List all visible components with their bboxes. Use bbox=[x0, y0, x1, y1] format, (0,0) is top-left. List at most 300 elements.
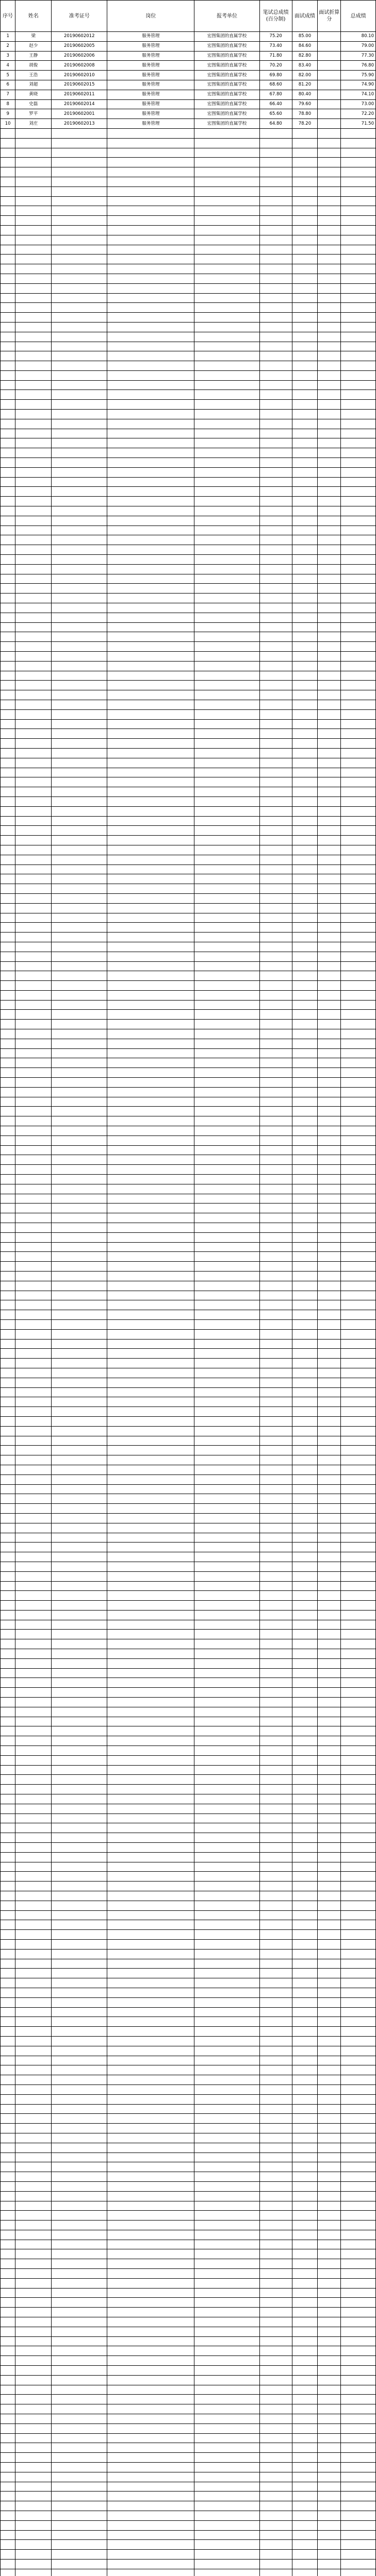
cell-total bbox=[341, 2036, 376, 2046]
cell-name bbox=[15, 1397, 52, 1407]
cell-ticket bbox=[52, 1359, 107, 1368]
cell-name bbox=[15, 206, 52, 216]
cell-interview bbox=[292, 1039, 318, 1048]
cell-converted bbox=[318, 564, 341, 574]
table-row bbox=[1, 1116, 376, 1126]
cell-written bbox=[259, 497, 292, 506]
cell-written: 68.60 bbox=[259, 80, 292, 90]
cell-converted bbox=[318, 1717, 341, 1726]
cell-ticket bbox=[52, 806, 107, 816]
cell-converted bbox=[318, 274, 341, 283]
cell-written bbox=[259, 574, 292, 584]
cell-written bbox=[259, 283, 292, 293]
cell-position: 服务管理 bbox=[107, 90, 194, 99]
cell-unit bbox=[194, 903, 259, 913]
cell-written bbox=[259, 961, 292, 971]
cell-ticket: 20190602001 bbox=[52, 109, 107, 119]
cell-position bbox=[107, 448, 194, 458]
cell-written bbox=[259, 933, 292, 942]
table-row bbox=[1, 642, 376, 652]
cell-unit bbox=[194, 467, 259, 477]
cell-position bbox=[107, 1591, 194, 1601]
cell-unit bbox=[194, 1262, 259, 1272]
cell-index bbox=[1, 2356, 15, 2366]
cell-interview bbox=[292, 2007, 318, 2017]
cell-written bbox=[259, 1717, 292, 1726]
cell-name bbox=[15, 1649, 52, 1659]
cell-written bbox=[259, 1707, 292, 1717]
cell-index bbox=[1, 526, 15, 535]
cell-name bbox=[15, 1484, 52, 1494]
cell-written bbox=[259, 410, 292, 419]
cell-position: 服务管理 bbox=[107, 80, 194, 90]
cell-converted bbox=[318, 361, 341, 371]
cell-name bbox=[15, 1300, 52, 1310]
cell-unit bbox=[194, 1194, 259, 1204]
cell-converted bbox=[318, 1145, 341, 1155]
cell-index bbox=[1, 1126, 15, 1136]
cell-ticket bbox=[52, 2221, 107, 2230]
cell-ticket bbox=[52, 836, 107, 845]
cell-unit bbox=[194, 225, 259, 235]
cell-converted bbox=[318, 1397, 341, 1407]
cell-name bbox=[15, 2463, 52, 2472]
cell-unit bbox=[194, 806, 259, 816]
cell-position bbox=[107, 1145, 194, 1155]
cell-written bbox=[259, 293, 292, 303]
cell-interview bbox=[292, 2385, 318, 2395]
cell-unit bbox=[194, 2084, 259, 2094]
cell-total bbox=[341, 477, 376, 487]
cell-converted bbox=[318, 2027, 341, 2037]
cell-position bbox=[107, 1736, 194, 1746]
cell-index bbox=[1, 671, 15, 681]
cell-written: 64.80 bbox=[259, 119, 292, 129]
cell-written bbox=[259, 2017, 292, 2027]
table-row bbox=[1, 2443, 376, 2453]
cell-ticket bbox=[52, 1029, 107, 1039]
cell-ticket bbox=[52, 1882, 107, 1891]
cell-interview bbox=[292, 2181, 318, 2191]
cell-ticket bbox=[52, 2492, 107, 2501]
cell-unit bbox=[194, 390, 259, 400]
cell-index bbox=[1, 1107, 15, 1116]
cell-index bbox=[1, 2453, 15, 2463]
cell-name bbox=[15, 594, 52, 603]
cell-index bbox=[1, 1020, 15, 1029]
cell-position bbox=[107, 342, 194, 351]
cell-ticket bbox=[52, 1930, 107, 1940]
cell-position bbox=[107, 2288, 194, 2298]
cell-converted bbox=[318, 1407, 341, 1417]
cell-written bbox=[259, 458, 292, 468]
cell-converted bbox=[318, 661, 341, 671]
cell-written bbox=[259, 1571, 292, 1581]
cell-index bbox=[1, 777, 15, 787]
cell-name bbox=[15, 235, 52, 245]
cell-name bbox=[15, 1039, 52, 1048]
cell-written bbox=[259, 2520, 292, 2530]
cell-unit bbox=[194, 2007, 259, 2017]
cell-total bbox=[341, 1000, 376, 1010]
cell-converted bbox=[318, 2559, 341, 2569]
cell-interview bbox=[292, 661, 318, 671]
cell-ticket bbox=[52, 2094, 107, 2104]
cell-ticket bbox=[52, 2308, 107, 2317]
cell-unit bbox=[194, 796, 259, 806]
cell-interview bbox=[292, 1000, 318, 1010]
table-row bbox=[1, 1717, 376, 1726]
cell-unit bbox=[194, 2463, 259, 2472]
cell-index bbox=[1, 196, 15, 206]
cell-total bbox=[341, 594, 376, 603]
cell-unit bbox=[194, 1475, 259, 1484]
cell-unit bbox=[194, 216, 259, 226]
cell-position bbox=[107, 2211, 194, 2221]
cell-total bbox=[341, 264, 376, 274]
cell-total bbox=[341, 2124, 376, 2133]
cell-index bbox=[1, 342, 15, 351]
cell-ticket bbox=[52, 1736, 107, 1746]
cell-written bbox=[259, 652, 292, 662]
cell-index bbox=[1, 2530, 15, 2540]
cell-ticket bbox=[52, 2181, 107, 2191]
cell-converted bbox=[318, 884, 341, 894]
cell-unit bbox=[194, 719, 259, 729]
cell-name bbox=[15, 661, 52, 671]
cell-converted bbox=[318, 332, 341, 342]
cell-total bbox=[341, 893, 376, 903]
cell-converted bbox=[318, 1175, 341, 1184]
cell-total bbox=[341, 1823, 376, 1833]
cell-ticket bbox=[52, 855, 107, 865]
cell-converted bbox=[318, 526, 341, 535]
cell-name bbox=[15, 477, 52, 487]
cell-position bbox=[107, 1155, 194, 1165]
cell-name bbox=[15, 1291, 52, 1300]
table-row bbox=[1, 1552, 376, 1562]
cell-index bbox=[1, 2511, 15, 2521]
cell-name bbox=[15, 419, 52, 429]
cell-interview bbox=[292, 2414, 318, 2424]
cell-ticket bbox=[52, 1910, 107, 1920]
table-row bbox=[1, 1562, 376, 1571]
cell-written bbox=[259, 506, 292, 516]
cell-name: 刘庄 bbox=[15, 119, 52, 129]
table-row bbox=[1, 2036, 376, 2046]
cell-converted bbox=[318, 158, 341, 167]
cell-total bbox=[341, 1455, 376, 1465]
cell-index bbox=[1, 1717, 15, 1726]
cell-index bbox=[1, 2104, 15, 2114]
cell-ticket bbox=[52, 661, 107, 671]
cell-written bbox=[259, 1833, 292, 1843]
cell-written bbox=[259, 1300, 292, 1310]
cell-total bbox=[341, 1368, 376, 1378]
cell-index bbox=[1, 361, 15, 371]
cell-unit bbox=[194, 2375, 259, 2385]
cell-total bbox=[341, 1882, 376, 1891]
cell-written bbox=[259, 1048, 292, 1058]
cell-position bbox=[107, 467, 194, 477]
cell-index bbox=[1, 1319, 15, 1329]
cell-name bbox=[15, 709, 52, 719]
table-row bbox=[1, 303, 376, 313]
table-row bbox=[1, 1591, 376, 1601]
cell-interview bbox=[292, 2424, 318, 2433]
cell-total bbox=[341, 2143, 376, 2153]
cell-name bbox=[15, 2317, 52, 2327]
cell-unit bbox=[194, 1610, 259, 1620]
cell-unit bbox=[194, 826, 259, 836]
table-row bbox=[1, 99, 376, 109]
cell-name bbox=[15, 1765, 52, 1775]
cell-interview bbox=[292, 1359, 318, 1368]
cell-unit bbox=[194, 400, 259, 410]
cell-interview bbox=[292, 1814, 318, 1823]
cell-position bbox=[107, 584, 194, 594]
table-row bbox=[1, 1794, 376, 1804]
cell-ticket bbox=[52, 1242, 107, 1252]
cell-name bbox=[15, 1029, 52, 1039]
cell-interview bbox=[292, 719, 318, 729]
cell-name bbox=[15, 545, 52, 555]
cell-ticket bbox=[52, 2385, 107, 2395]
cell-total bbox=[341, 1872, 376, 1882]
cell-interview bbox=[292, 1601, 318, 1611]
cell-total bbox=[341, 2094, 376, 2104]
cell-written bbox=[259, 2559, 292, 2569]
cell-interview bbox=[292, 1426, 318, 1436]
cell-ticket bbox=[52, 2162, 107, 2172]
cell-name bbox=[15, 2084, 52, 2094]
cell-interview bbox=[292, 1223, 318, 1233]
table-row bbox=[1, 2453, 376, 2463]
cell-ticket bbox=[52, 874, 107, 884]
cell-position bbox=[107, 497, 194, 506]
cell-total bbox=[341, 1194, 376, 1204]
cell-position bbox=[107, 913, 194, 923]
cell-position bbox=[107, 796, 194, 806]
cell-unit bbox=[194, 1552, 259, 1562]
cell-written bbox=[259, 342, 292, 351]
table-row bbox=[1, 1997, 376, 2007]
cell-position bbox=[107, 390, 194, 400]
cell-interview bbox=[292, 2240, 318, 2249]
cell-position bbox=[107, 1078, 194, 1088]
cell-interview bbox=[292, 1969, 318, 1978]
cell-ticket bbox=[52, 845, 107, 855]
cell-ticket bbox=[52, 2114, 107, 2124]
cell-converted bbox=[318, 845, 341, 855]
cell-converted bbox=[318, 2017, 341, 2027]
cell-index bbox=[1, 2114, 15, 2124]
cell-index bbox=[1, 487, 15, 497]
cell-position bbox=[107, 1107, 194, 1116]
cell-ticket bbox=[52, 2084, 107, 2094]
cell-converted bbox=[318, 903, 341, 913]
cell-name bbox=[15, 1901, 52, 1910]
cell-position bbox=[107, 1833, 194, 1843]
table-row bbox=[1, 1852, 376, 1862]
cell-converted bbox=[318, 1310, 341, 1320]
cell-position bbox=[107, 2162, 194, 2172]
cell-converted bbox=[318, 1068, 341, 1078]
cell-index bbox=[1, 1804, 15, 1814]
cell-written bbox=[259, 2104, 292, 2114]
cell-position bbox=[107, 1610, 194, 1620]
cell-interview bbox=[292, 1165, 318, 1175]
cell-position bbox=[107, 1988, 194, 1997]
cell-ticket bbox=[52, 2501, 107, 2511]
cell-index bbox=[1, 1649, 15, 1659]
cell-ticket bbox=[52, 690, 107, 700]
cell-unit bbox=[194, 622, 259, 632]
cell-written bbox=[259, 429, 292, 438]
cell-converted bbox=[318, 2356, 341, 2366]
cell-position bbox=[107, 2114, 194, 2124]
cell-interview bbox=[292, 2221, 318, 2230]
cell-position bbox=[107, 1804, 194, 1814]
table-row bbox=[1, 2414, 376, 2424]
table-row bbox=[1, 2017, 376, 2027]
cell-total bbox=[341, 313, 376, 323]
cell-total bbox=[341, 2336, 376, 2346]
cell-written bbox=[259, 1969, 292, 1978]
cell-name bbox=[15, 177, 52, 187]
cell-total bbox=[341, 990, 376, 1000]
cell-written bbox=[259, 1823, 292, 1833]
cell-name bbox=[15, 2346, 52, 2356]
cell-converted bbox=[318, 32, 341, 42]
cell-interview bbox=[292, 1136, 318, 1145]
cell-interview bbox=[292, 313, 318, 323]
cell-interview bbox=[292, 1736, 318, 1746]
cell-name bbox=[15, 1891, 52, 1901]
cell-converted bbox=[318, 1319, 341, 1329]
cell-converted bbox=[318, 1107, 341, 1116]
table-row bbox=[1, 545, 376, 555]
cell-unit bbox=[194, 787, 259, 797]
cell-written: 69.80 bbox=[259, 71, 292, 80]
cell-index bbox=[1, 1494, 15, 1504]
cell-total bbox=[341, 322, 376, 332]
cell-name bbox=[15, 748, 52, 758]
cell-ticket bbox=[52, 390, 107, 400]
cell-interview bbox=[292, 1901, 318, 1910]
cell-position bbox=[107, 1920, 194, 1930]
cell-interview bbox=[292, 303, 318, 313]
cell-unit bbox=[194, 1087, 259, 1097]
cell-name bbox=[15, 671, 52, 681]
table-row bbox=[1, 893, 376, 903]
table-row bbox=[1, 971, 376, 981]
cell-name bbox=[15, 913, 52, 923]
cell-ticket bbox=[52, 410, 107, 419]
cell-name bbox=[15, 1359, 52, 1368]
cell-name: 刘超 bbox=[15, 80, 52, 90]
table-row bbox=[1, 448, 376, 458]
cell-interview bbox=[292, 729, 318, 739]
cell-position bbox=[107, 1707, 194, 1717]
table-row bbox=[1, 1601, 376, 1611]
cell-name bbox=[15, 739, 52, 749]
cell-total bbox=[341, 1910, 376, 1920]
cell-total bbox=[341, 1048, 376, 1058]
cell-name bbox=[15, 497, 52, 506]
cell-total bbox=[341, 1242, 376, 1252]
cell-position bbox=[107, 303, 194, 313]
cell-written bbox=[259, 2327, 292, 2336]
cell-position bbox=[107, 332, 194, 342]
cell-index bbox=[1, 2065, 15, 2075]
cell-unit bbox=[194, 1010, 259, 1020]
cell-converted bbox=[318, 2395, 341, 2404]
cell-ticket bbox=[52, 1000, 107, 1010]
cell-total bbox=[341, 1630, 376, 1639]
cell-position bbox=[107, 2414, 194, 2424]
cell-ticket: 20190602014 bbox=[52, 99, 107, 109]
cell-ticket bbox=[52, 400, 107, 410]
cell-converted bbox=[318, 477, 341, 487]
cell-index bbox=[1, 1610, 15, 1620]
cell-interview bbox=[292, 245, 318, 255]
cell-index bbox=[1, 1969, 15, 1978]
cell-position bbox=[107, 594, 194, 603]
table-row bbox=[1, 80, 376, 90]
cell-ticket bbox=[52, 2472, 107, 2482]
cell-index bbox=[1, 1552, 15, 1562]
cell-index bbox=[1, 2007, 15, 2017]
table-row bbox=[1, 2501, 376, 2511]
cell-written bbox=[259, 138, 292, 148]
cell-total: 80.10 bbox=[341, 32, 376, 42]
cell-unit bbox=[194, 681, 259, 690]
cell-index bbox=[1, 1416, 15, 1426]
cell-index bbox=[1, 497, 15, 506]
cell-unit: 宏图集团的直属学校 bbox=[194, 61, 259, 71]
cell-interview bbox=[292, 1920, 318, 1930]
cell-total bbox=[341, 2221, 376, 2230]
cell-total bbox=[341, 739, 376, 749]
cell-position bbox=[107, 1726, 194, 1736]
cell-name bbox=[15, 1601, 52, 1611]
cell-position bbox=[107, 1775, 194, 1785]
cell-converted bbox=[318, 99, 341, 109]
cell-name bbox=[15, 1262, 52, 1272]
cell-ticket bbox=[52, 2540, 107, 2550]
cell-unit bbox=[194, 1223, 259, 1233]
cell-position bbox=[107, 283, 194, 293]
cell-position bbox=[107, 1378, 194, 1387]
cell-position bbox=[107, 1930, 194, 1940]
cell-name bbox=[15, 148, 52, 158]
cell-interview bbox=[292, 709, 318, 719]
cell-written bbox=[259, 1087, 292, 1097]
cell-name bbox=[15, 1204, 52, 1213]
cell-interview bbox=[292, 1698, 318, 1707]
cell-written bbox=[259, 2492, 292, 2501]
table-row bbox=[1, 933, 376, 942]
cell-written bbox=[259, 526, 292, 535]
cell-position bbox=[107, 2017, 194, 2027]
cell-ticket bbox=[52, 467, 107, 477]
cell-converted bbox=[318, 293, 341, 303]
cell-index bbox=[1, 177, 15, 187]
cell-interview bbox=[292, 2540, 318, 2550]
cell-name bbox=[15, 1475, 52, 1484]
cell-total bbox=[341, 1446, 376, 1455]
